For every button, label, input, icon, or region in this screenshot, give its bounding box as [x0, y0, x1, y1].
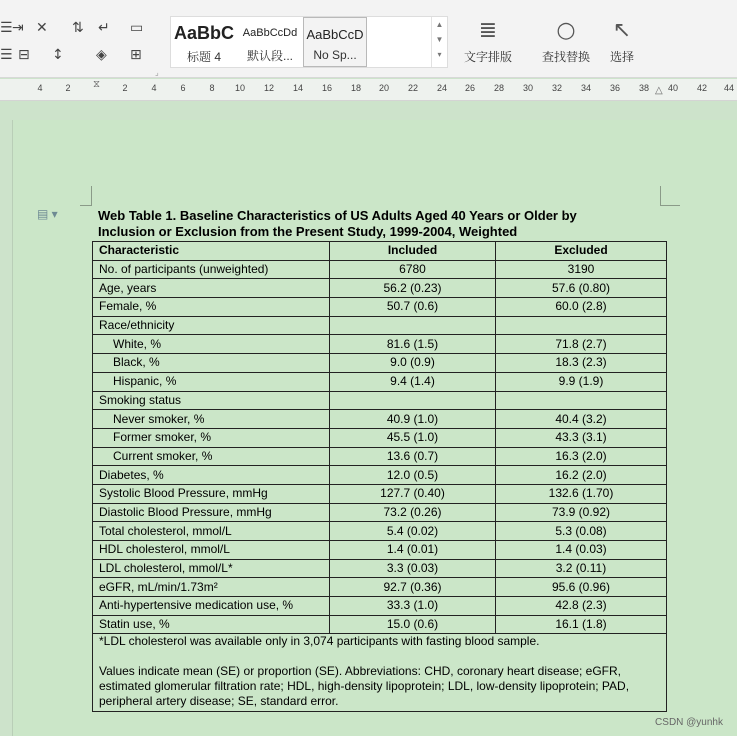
- shading-icon[interactable]: ◈: [96, 47, 107, 63]
- included-value: 81.6 (1.5): [330, 335, 496, 354]
- row-label: Diabetes, %: [93, 466, 330, 485]
- ruler-tick-label: 32: [551, 83, 563, 93]
- sort-icon[interactable]: ⇅: [72, 20, 84, 36]
- table-row: [93, 522, 667, 541]
- excluded-value: 57.6 (0.80): [496, 279, 667, 298]
- included-value: 15.0 (0.6): [330, 615, 496, 634]
- table-row: [93, 447, 667, 466]
- document-content[interactable]: [92, 208, 672, 712]
- justify-icon[interactable]: ☰: [0, 47, 13, 63]
- table-row: [93, 354, 667, 373]
- table-row: [93, 298, 667, 317]
- line-spacing-icon[interactable]: ↕: [52, 47, 64, 63]
- included-value: 56.2 (0.23): [330, 279, 496, 298]
- watermark: CSDN @yunhk: [655, 717, 723, 728]
- find-replace-label: 查找替换: [542, 50, 591, 64]
- table-row: [93, 260, 667, 279]
- scroll-down-icon[interactable]: ▼: [435, 35, 444, 44]
- row-label: Female, %: [93, 298, 330, 317]
- excluded-value: 1.4 (0.03): [496, 541, 667, 560]
- table-row: [93, 372, 667, 391]
- included-value: 6780: [330, 260, 496, 279]
- row-label: LDL cholesterol, mmol/L*: [93, 559, 330, 578]
- align-left-icon[interactable]: ☰: [0, 20, 13, 36]
- table-row: [93, 335, 667, 354]
- search-icon: ○: [556, 18, 576, 43]
- ruler-tick-label: 16: [321, 83, 333, 93]
- text-layout-label: 文字排版: [464, 50, 513, 64]
- more-styles-icon[interactable]: ▾: [437, 50, 442, 59]
- style-no-spacing[interactable]: [303, 17, 367, 67]
- included-value: 73.2 (0.26): [330, 503, 496, 522]
- table-row: [93, 597, 667, 616]
- text-layout-icon: ≣: [478, 18, 498, 43]
- row-label: Never smoker, %: [93, 410, 330, 429]
- style-name: No Sp...: [313, 48, 357, 62]
- excluded-value: 16.2 (2.0): [496, 466, 667, 485]
- style-default-paragraph[interactable]: [237, 17, 303, 67]
- text-direction-icon[interactable]: ✕: [36, 20, 48, 36]
- style-name: 标题 4: [186, 50, 221, 64]
- ruler-tick-label: 2: [65, 83, 71, 93]
- excluded-value: [496, 316, 667, 335]
- table-row: [93, 466, 667, 485]
- ruler-tick-label: 36: [609, 83, 621, 93]
- row-label: White, %: [93, 335, 330, 354]
- ruler-tick-label: 10: [234, 83, 246, 93]
- included-value: 33.3 (1.0): [330, 597, 496, 616]
- ruler-tick-label: 40: [667, 83, 679, 93]
- included-value: 13.6 (0.7): [330, 447, 496, 466]
- row-label: Statin use, %: [93, 615, 330, 634]
- ribbon-toolbar: [0, 0, 737, 78]
- table-footnotes: [92, 634, 667, 712]
- text-layout-button[interactable]: [464, 18, 512, 65]
- row-label: Total cholesterol, mmol/L: [93, 522, 330, 541]
- table-row: [93, 428, 667, 447]
- table-row: [93, 615, 667, 634]
- style-name: 默认段...: [246, 49, 293, 63]
- excluded-value: 95.6 (0.96): [496, 578, 667, 597]
- table-row: [93, 410, 667, 429]
- row-label: No. of participants (unweighted): [93, 260, 330, 279]
- header-excluded: Excluded: [496, 242, 667, 261]
- excluded-value: 60.0 (2.8): [496, 298, 667, 317]
- included-value: 1.4 (0.01): [330, 541, 496, 560]
- table-row: [93, 559, 667, 578]
- row-label: Age, years: [93, 279, 330, 298]
- table-title: [98, 208, 672, 239]
- ruler-toggle-icon[interactable]: ▭: [130, 20, 144, 36]
- ruler-tick-label: 38: [638, 83, 650, 93]
- included-value: 92.7 (0.36): [330, 578, 496, 597]
- horizontal-ruler[interactable]: [0, 79, 737, 101]
- excluded-value: 18.3 (2.3): [496, 354, 667, 373]
- select-label: 选择: [610, 50, 635, 64]
- excluded-value: 16.1 (1.8): [496, 615, 667, 634]
- title-line: Web Table 1. Baseline Characteristics of US Adults Aged 40 Years or Older by: [98, 208, 577, 223]
- distribute-icon[interactable]: ⊟: [18, 47, 30, 63]
- scroll-up-icon[interactable]: ▲: [435, 20, 444, 29]
- right-indent-marker-icon[interactable]: △: [655, 85, 663, 96]
- excluded-value: 43.3 (3.1): [496, 428, 667, 447]
- crop-mark: [80, 186, 92, 206]
- table-row: [93, 279, 667, 298]
- row-label: HDL cholesterol, mmol/L: [93, 541, 330, 560]
- ruler-tick-label: 28: [493, 83, 505, 93]
- borders-icon[interactable]: ⊞: [130, 47, 142, 63]
- included-value: 5.4 (0.02): [330, 522, 496, 541]
- included-value: 9.4 (1.4): [330, 372, 496, 391]
- included-value: [330, 316, 496, 335]
- select-button[interactable]: [610, 18, 634, 65]
- ruler-tick-label: 30: [522, 83, 534, 93]
- included-value: [330, 391, 496, 410]
- excluded-value: 40.4 (3.2): [496, 410, 667, 429]
- title-line: Inclusion or Exclusion from the Present Study, 1999-2004, Weighted: [98, 223, 518, 239]
- row-label: Diastolic Blood Pressure, mmHg: [93, 503, 330, 522]
- row-label: Smoking status: [93, 391, 330, 410]
- cursor-icon: ↖: [612, 18, 632, 43]
- table-row: [93, 503, 667, 522]
- paragraph-handle-icon[interactable]: ▤ ▾: [37, 207, 58, 221]
- excluded-value: [496, 391, 667, 410]
- table-header-row: [93, 242, 667, 261]
- header-included: Included: [330, 242, 496, 261]
- row-label: Current smoker, %: [93, 447, 330, 466]
- ruler-tick-label: 18: [350, 83, 362, 93]
- excluded-value: 71.8 (2.7): [496, 335, 667, 354]
- footnote-ldl: *LDL cholesterol was available only in 3,074 participants with fasting blood sample.: [99, 634, 540, 649]
- ruler-tick-label: 42: [696, 83, 708, 93]
- excluded-value: 16.3 (2.0): [496, 447, 667, 466]
- included-value: 12.0 (0.5): [330, 466, 496, 485]
- baseline-table: [92, 241, 667, 634]
- excluded-value: 3190: [496, 260, 667, 279]
- ruler-tick-label: 26: [464, 83, 476, 93]
- styles-scrollbar[interactable]: [431, 17, 447, 67]
- row-label: eGFR, mL/min/1.73m²: [93, 578, 330, 597]
- table-row: [93, 391, 667, 410]
- excluded-value: 5.3 (0.08): [496, 522, 667, 541]
- ruler-tick-label: 6: [180, 83, 186, 93]
- indent-marker-icon[interactable]: ⧖: [93, 79, 101, 90]
- row-label: Hispanic, %: [93, 372, 330, 391]
- style-sample: AaBbCcD: [306, 27, 364, 42]
- styles-gallery: [170, 16, 448, 68]
- ruler-tick-label: 20: [378, 83, 390, 93]
- style-sample: AaBbC: [173, 23, 234, 43]
- row-label: Former smoker, %: [93, 428, 330, 447]
- header-characteristic: Characteristic: [93, 242, 330, 261]
- crop-mark: [660, 186, 680, 206]
- ruler-tick-label: 44: [723, 83, 735, 93]
- row-label: Black, %: [93, 354, 330, 373]
- ruler-tick-label: 34: [580, 83, 592, 93]
- ruler-tick-label: 4: [37, 83, 43, 93]
- included-value: 40.9 (1.0): [330, 410, 496, 429]
- excluded-value: 9.9 (1.9): [496, 372, 667, 391]
- table-row: [93, 578, 667, 597]
- excluded-value: 132.6 (1.70): [496, 484, 667, 503]
- style-sample: AaBbCcDd: [242, 27, 298, 39]
- included-value: 9.0 (0.9): [330, 354, 496, 373]
- table-row: [93, 316, 667, 335]
- style-heading4[interactable]: [171, 17, 237, 67]
- ruler-tick-label: 22: [407, 83, 419, 93]
- included-value: 50.7 (0.6): [330, 298, 496, 317]
- indent-icon[interactable]: ⇥: [12, 20, 24, 36]
- line-break-icon[interactable]: ↵: [98, 20, 110, 36]
- row-label: Race/ethnicity: [93, 316, 330, 335]
- ruler-tick-label: 2: [122, 83, 128, 93]
- table-row: [93, 484, 667, 503]
- excluded-value: 42.8 (2.3): [496, 597, 667, 616]
- row-label: Systolic Blood Pressure, mmHg: [93, 484, 330, 503]
- ruler-tick-label: 12: [263, 83, 275, 93]
- included-value: 127.7 (0.40): [330, 484, 496, 503]
- table-row: [93, 541, 667, 560]
- included-value: 45.5 (1.0): [330, 428, 496, 447]
- excluded-value: 3.2 (0.11): [496, 559, 667, 578]
- ruler-tick-label: 4: [151, 83, 157, 93]
- included-value: 3.3 (0.03): [330, 559, 496, 578]
- footnote-abbreviations: Values indicate mean (SE) or proportion (SE). Abbreviations: CHD, coronary heart disease; eGFR, estimated glomerular filtration rate; HDL, high-density lipoprotein; LDL, low-density lipoprotein; PAD, peripheral artery disease; SE, standard error.: [99, 664, 630, 709]
- ruler-tick-label: 14: [292, 83, 304, 93]
- ruler-tick-label: 24: [436, 83, 448, 93]
- excluded-value: 73.9 (0.92): [496, 503, 667, 522]
- dialog-launcher-icon[interactable]: ⌟: [155, 68, 159, 77]
- find-replace-button[interactable]: [542, 18, 590, 65]
- row-label: Anti-hypertensive medication use, %: [93, 597, 330, 616]
- ruler-tick-label: 8: [209, 83, 215, 93]
